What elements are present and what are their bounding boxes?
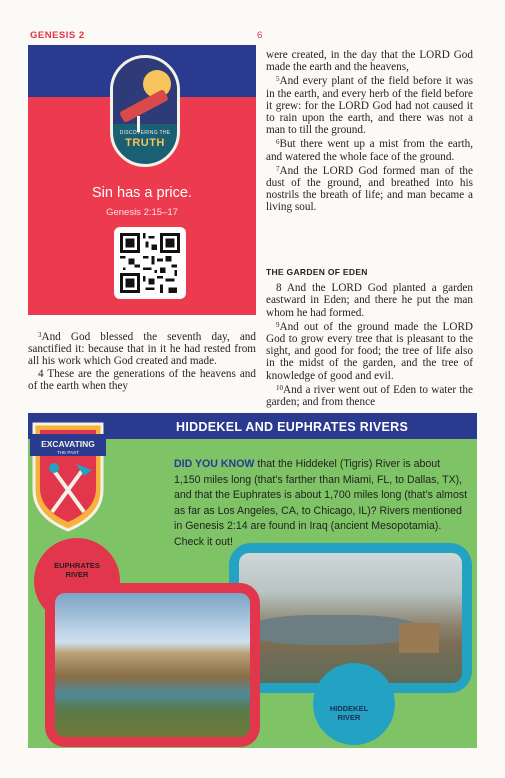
qr-code[interactable] [114, 227, 186, 299]
truth-reference: Genesis 2:15–17 [106, 207, 178, 218]
verse-3: $^3$And God blessed the seventh day, and sanctified it: because that in it he had rested from all his work which God created and made. [28, 331, 256, 368]
verse-9: $^9$And out of the ground made the LORD God to grow every tree that is pleasant to the sight, and good for food; the tree of life also in the midst of the garden, and the tree of knowledge of good and evil. [266, 320, 473, 382]
verse-7: $^7$And the LORD God formed man of the dust of the ground, and breathed into his nostrils the breath of life; and man became a living soul. [266, 164, 473, 214]
scripture-column-left [28, 329, 256, 392]
excavating-title: HIDDEKEL AND EUPHRATES RIVERS [176, 420, 409, 434]
scripture-column-right-bottom [266, 266, 473, 408]
euphrates-label: EUPHRATES RIVER [54, 561, 100, 579]
euphrates-river-photo [45, 583, 260, 747]
did-you-know-text: DID YOU KNOW that the Hiddekel (Tigris) River is about 1,150 miles long (that’s farther than Miami, FL, to Dallas, TX), and that the Euphrates is about 1,700 miles long (that’s almost as far as Los Angeles, CA, to Chicago, IL)? Rivers mentioned in Genesis 2:14 are found in Iraq (ancient Mesopotamia). Check it out! [174, 458, 468, 548]
verse-10: $^{10}$And a river went out of Eden to water the garden; and from thence [266, 383, 473, 409]
scripture-column-right-top [266, 49, 473, 214]
shield-subtitle: THE PAST [57, 450, 79, 455]
verse-5: $^5$And every plant of the field before it was in the earth, and every herb of the field before it grew: for the LORD God had not caused it to rain upon the earth, and there was not a man to till the ground. [266, 75, 473, 137]
badge-title: TRUTH [125, 137, 165, 149]
verse-4-continued: were created, in the day that the LORD God made the earth and the heavens, [266, 49, 473, 74]
did-you-know-lead: DID YOU KNOW [174, 458, 255, 470]
telescope-badge-icon [110, 55, 180, 167]
section-heading: THE GARDEN OF EDEN [266, 267, 368, 277]
truth-message: Sin has a price. [92, 185, 192, 201]
badge-caption: DISCOVERING THE [119, 130, 171, 136]
running-head-book: GENESIS 2 [30, 30, 85, 41]
verse-8: 8 And the LORD God planted a garden eastward in Eden; and there he put the man whom he had formed. [266, 282, 473, 319]
hiddekel-label: HIDDEKEL RIVER [329, 704, 369, 722]
verse-6: $^6$But there went up a mist from the earth, and watered the whole face of the ground. [266, 138, 473, 163]
excavating-shield-icon [30, 420, 106, 532]
shield-title: EXCAVATING [41, 439, 95, 449]
discovering-truth-card [28, 45, 256, 315]
page-number: 6 [257, 30, 263, 41]
verse-4: 4 These are the generations of the heavens and of the earth when they [28, 367, 256, 392]
qr-code-icon [120, 233, 180, 293]
